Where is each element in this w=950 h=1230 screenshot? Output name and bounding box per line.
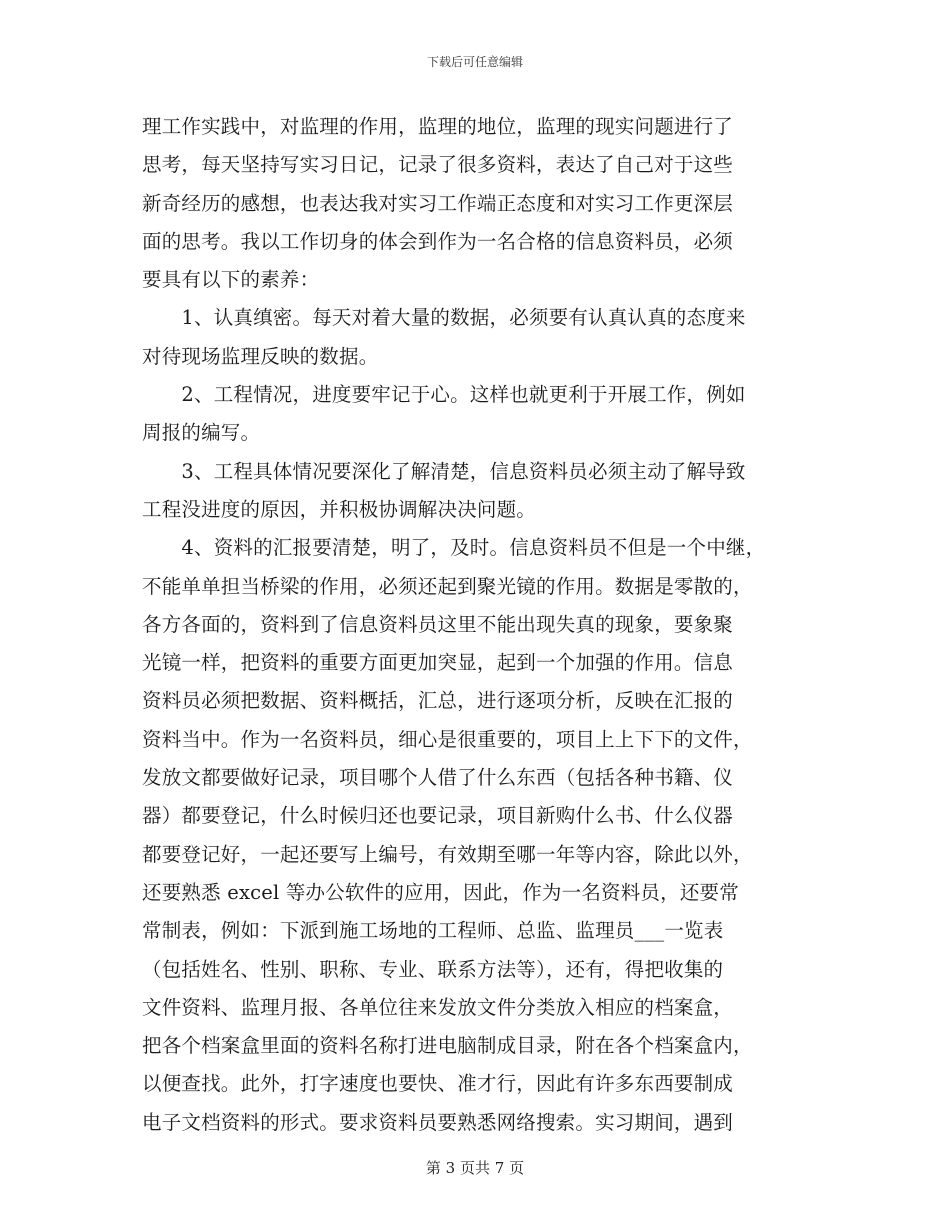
text-line: 4、资料的汇报要清楚，明了，及时。信息资料员不但是一个中继， bbox=[142, 536, 766, 560]
text-line: 3、工程具体情况要深化了解清楚，信息资料员必须主动了解导致 bbox=[142, 459, 746, 483]
page-header: 下载后可任意编辑 bbox=[426, 55, 523, 69]
document-body bbox=[142, 108, 827, 1142]
text-line: 2、工程情况，进度要牢记于心。这样也就更利于开展工作，例如 bbox=[142, 383, 746, 407]
text-line: 面的思考。我以工作切身的体会到作为一名合格的信息资料员，必须 bbox=[142, 229, 734, 253]
text-line: 对待现场监理反映的数据。 bbox=[142, 344, 379, 368]
text-line: 资料当中。作为一名资料员，细心是很重要的，项目上上下下的文件， bbox=[142, 727, 753, 751]
text-line: 思考，每天坚持写实习日记，记录了很多资料，表达了自己对于这些 bbox=[142, 153, 734, 177]
text-line: 器）都要登记，什么时候归还也要记录，项目新购什么书、什么仪器 bbox=[142, 804, 734, 828]
text-line: 资料员必须把数据、资料概括，汇总，进行逐项分析，反映在汇报的 bbox=[142, 689, 734, 713]
text-line: 光镜一样，把资料的重要方面更加突显，起到一个加强的作用。信息 bbox=[142, 651, 734, 675]
text-line: 1、认真缜密。每天对着大量的数据，必须要有认真认真的态度来 bbox=[142, 306, 746, 330]
text-line: 都要登记好，一起还要写上编号，有效期至哪一年等内容，除此以外， bbox=[142, 842, 753, 866]
text-line: （包括姓名、性别、职称、专业、联系方法等），还有，得把收集的 bbox=[142, 957, 724, 981]
text-line: 发放文都要做好记录，项目哪个人借了什么东西（包括各种书籍、仪 bbox=[142, 766, 734, 790]
text-line: 各方各面的，资料到了信息资料员这里不能出现失真的现象，要象聚 bbox=[142, 612, 734, 636]
text-line: 理工作实践中，对监理的作用，监理的地位，监理的现实问题进行了 bbox=[142, 115, 734, 138]
text-line: 文件资料、监理月报、各单位往来发放文件分类放入相应的档案盒， bbox=[142, 995, 734, 1019]
text-line: 还要熟悉 excel 等办公软件的应用，因此，作为一名资料员，还要常 bbox=[142, 880, 739, 904]
text-line: 不能单单担当桥梁的作用，必须还起到聚光镜的作用。数据是零散的， bbox=[142, 574, 753, 598]
text-line: 常制表，例如：下派到施工场地的工程师、总监、监理员___一览表 bbox=[142, 919, 724, 943]
text-line: 电子文档资料的形式。要求资料员要熟悉网络搜索。实习期间，遇到 bbox=[142, 1110, 734, 1134]
page-footer: 第 3 页共 7 页 bbox=[425, 1159, 525, 1177]
text-line: 以便查找。此外，打字速度也要快、准才行，因此有许多东西要制成 bbox=[142, 1072, 734, 1096]
text-line: 周报的编写。 bbox=[142, 421, 261, 445]
text-line: 把各个档案盒里面的资料名称打进电脑制成目录，附在各个档案盒内， bbox=[142, 1034, 753, 1058]
text-line: 新奇经历的感想，也表达我对实习工作端正态度和对实习工作更深层 bbox=[142, 191, 734, 215]
text-line: 要具有以下的素养： bbox=[142, 268, 320, 292]
text-line: 工程没进度的原因，并积极协调解决决问题。 bbox=[142, 497, 537, 521]
